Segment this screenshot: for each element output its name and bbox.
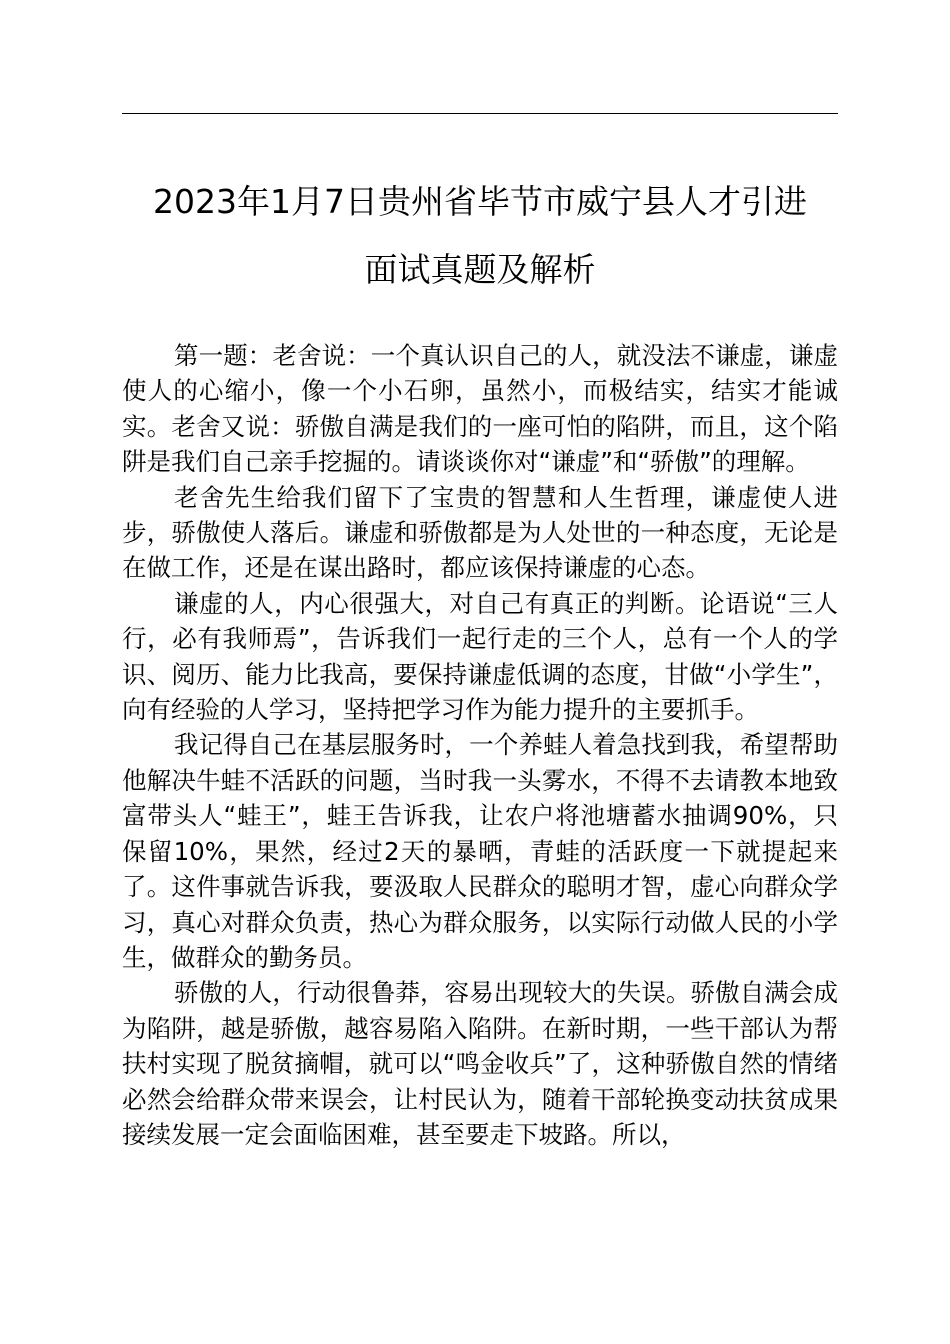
paragraph: 谦虚的人，内心很强大，对自己有真正的判断。论语说“三人行，必有我师焉”，告诉我们一起行走的三个人，总有一个人的学识、阅历、能力比我高，要保持谦虚低调的态度，甘做“小学生”，向有经验的人学习，坚持把学习作为能力提升的主要抓手。 — [122, 588, 838, 725]
header-rule — [122, 113, 838, 114]
paragraph: 我记得自己在基层服务时，一个养蛙人着急找到我，希望帮助他解决牛蛙不活跃的问题，当时我一头雾水，不得不去请教本地致富带头人“蛙王”，蛙王告诉我，让农户将池塘蓄水抽调90%，只保留10%，果然，经过2天的暴晒，青蛙的活跃度一下就提起来了。这件事就告诉我，要汲取人民群众的聪明才智，虚心向群众学习，真心对群众负责，热心为群众服务，以实际行动做人民的小学生，做群众的勤务员。 — [122, 730, 838, 972]
title-line-2: 面试真题及解析 — [364, 250, 596, 289]
title-line-1: 2023年1月7日贵州省毕节市威宁县人才引进 — [153, 182, 807, 221]
paragraph: 老舍先生给我们留下了宝贵的智慧和人生哲理，谦虚使人进步，骄傲使人落后。谦虚和骄傲都是为人处世的一种态度，无论是在做工作，还是在谋出路时，都应该保持谦虚的心态。 — [122, 482, 838, 583]
paragraph: 骄傲的人，行动很鲁莽，容易出现较大的失误。骄傲自满会成为陷阱，越是骄傲，越容易陷入陷阱。在新时期，一些干部认为帮扶村实现了脱贫摘帽，就可以“鸣金收兵”了，这种骄傲自然的情绪必然会给群众带来误会，让村民认为，随着干部轮换变动扶贫成果接续发展一定会面临困难，甚至要走下坡路。所以， — [122, 978, 838, 1149]
document-title — [122, 168, 838, 304]
document-body — [122, 338, 838, 1152]
paragraph-question: 第一题：老舍说：一个真认识自己的人，就没法不谦虚，谦虚使人的心缩小，像一个小石卵，虽然小，而极结实，结实才能诚实。老舍又说：骄傲自满是我们的一座可怕的陷阱，而且，这个陷阱是我们自己亲手挖掘的。请谈谈你对“谦虚”和“骄傲”的理解。 — [122, 341, 838, 477]
